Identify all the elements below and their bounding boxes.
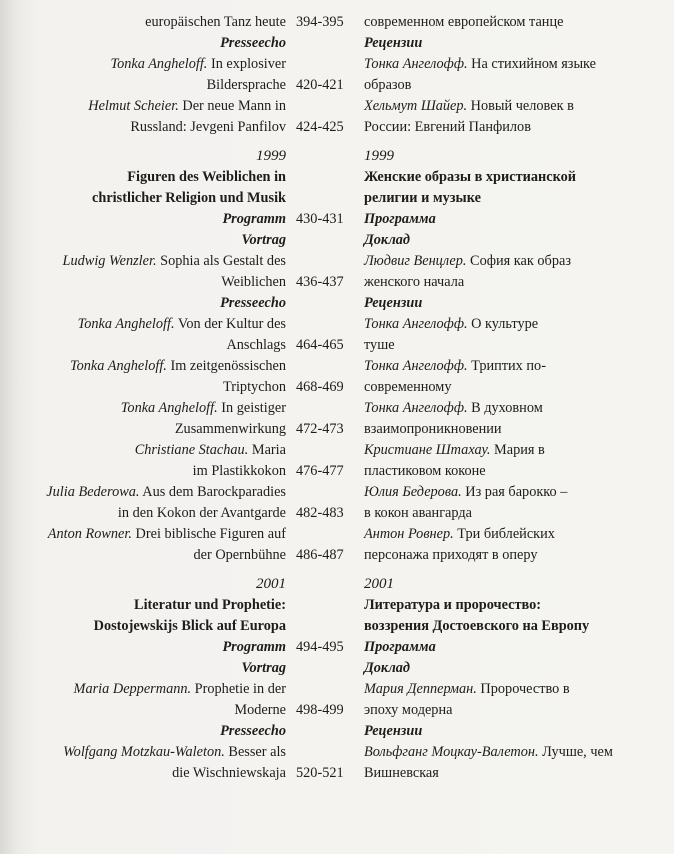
page-range <box>296 503 358 524</box>
german-text: europäischen Tanz heute <box>145 14 286 30</box>
toc-row <box>0 209 674 230</box>
russian-line <box>364 419 664 440</box>
russian-line <box>364 398 664 419</box>
german-section-heading: Programm <box>222 211 286 227</box>
russian-line <box>364 545 664 566</box>
german-line <box>0 545 286 566</box>
german-text: Anschlags <box>226 337 286 353</box>
german-title-line: christlicher Religion und Musik <box>92 190 286 206</box>
russian-text: современном европейском танце <box>364 14 564 30</box>
russian-column <box>364 209 664 230</box>
german-title-line: Figuren des Weiblichen in <box>127 169 286 185</box>
page-range <box>296 272 358 293</box>
russian-text: туше <box>364 337 395 353</box>
russian-column <box>364 167 664 209</box>
page-range <box>296 461 358 482</box>
german-line <box>0 419 286 440</box>
german-text: Sophia als Gestalt des <box>156 253 286 269</box>
german-line <box>0 700 286 721</box>
page-numbers: 494-495 <box>296 639 344 655</box>
russian-column <box>364 230 664 251</box>
german-text: Besser als <box>224 744 286 760</box>
toc-row <box>0 314 674 356</box>
russian-column <box>364 54 664 96</box>
german-line <box>0 482 286 503</box>
german-section-heading: Vortrag <box>241 660 286 676</box>
page-numbers: 486-487 <box>296 547 344 563</box>
russian-column <box>364 721 664 742</box>
table-of-contents <box>0 12 674 784</box>
russian-column <box>364 679 664 721</box>
russian-text: персонажа приходят в оперу <box>364 547 538 563</box>
russian-text: Из рая барокко – <box>461 484 568 500</box>
german-author: Tonka Angheloff. <box>110 56 208 72</box>
german-line <box>0 461 286 482</box>
russian-text: Пророчество в <box>476 681 570 697</box>
german-text: Moderne <box>234 702 286 718</box>
german-text: In geistiger <box>217 400 286 416</box>
german-column <box>0 54 286 96</box>
german-author: Christiane Stachau. <box>134 442 249 458</box>
german-column <box>0 679 286 721</box>
german-column <box>0 482 286 524</box>
toc-row <box>0 33 674 54</box>
russian-line <box>364 742 664 763</box>
german-text: Zusammenwirkung <box>174 421 286 437</box>
toc-row <box>0 574 674 595</box>
german-author: Ludwig Wenzler. <box>62 253 157 269</box>
russian-title-line: воззрения Достоевского на Европу <box>364 618 590 634</box>
german-line <box>0 356 286 377</box>
german-line <box>0 398 286 419</box>
russian-author: Тонка Ангелофф. <box>364 316 468 332</box>
german-line <box>0 54 286 75</box>
russian-text: О культуре <box>467 316 539 332</box>
russian-author: Мария Депперман. <box>364 681 477 697</box>
russian-column <box>364 251 664 293</box>
toc-row <box>0 54 674 96</box>
german-column <box>0 314 286 356</box>
toc-row <box>0 293 674 314</box>
russian-section-heading: Рецензии <box>364 35 423 51</box>
german-text: Im zeitgenössischen <box>166 358 286 374</box>
russian-line <box>364 12 664 33</box>
german-column <box>0 637 286 658</box>
toc-row <box>0 440 674 482</box>
russian-line <box>364 440 664 461</box>
german-column <box>0 251 286 293</box>
russian-line <box>364 461 664 482</box>
russian-column <box>364 314 664 356</box>
german-author: Wolfgang Motzkau-Waleton. <box>63 744 225 760</box>
russian-column <box>364 146 664 167</box>
toc-row <box>0 482 674 524</box>
russian-line <box>364 314 664 335</box>
german-column <box>0 209 286 230</box>
russian-column <box>364 96 664 138</box>
page-range <box>296 335 358 356</box>
russian-text: София как образ <box>466 253 571 269</box>
toc-row <box>0 356 674 398</box>
page-range <box>296 117 358 138</box>
toc-row <box>0 398 674 440</box>
german-text: im Plastikkokon <box>192 463 286 479</box>
german-line <box>0 524 286 545</box>
german-text: Triptychon <box>222 379 286 395</box>
russian-text: взаимопроникновении <box>364 421 502 437</box>
russian-title-line: Женские образы в христианской <box>364 169 577 185</box>
german-text: Der neue Mann in <box>178 98 286 114</box>
german-section-heading: Presseecho <box>220 35 286 51</box>
page-range <box>296 12 358 33</box>
russian-author: Юлия Бедерова. <box>364 484 462 500</box>
russian-text: Три библейских <box>453 526 555 542</box>
russian-line <box>364 482 664 503</box>
russian-text: В духовном <box>467 400 543 416</box>
german-text: Aus dem Barockparadies <box>139 484 286 500</box>
toc-row <box>0 679 674 721</box>
german-line <box>0 12 286 33</box>
german-column <box>0 146 286 167</box>
page-numbers: 464-465 <box>296 337 344 353</box>
russian-column <box>364 12 664 33</box>
russian-text: пластиковом коконе <box>364 463 486 479</box>
german-line <box>0 440 286 461</box>
russian-column <box>364 658 664 679</box>
german-column <box>0 12 286 33</box>
russian-section-heading: Рецензии <box>364 723 423 739</box>
german-author: Tonka Angheloff. <box>69 358 167 374</box>
page-numbers: 420-421 <box>296 77 344 93</box>
german-author: Tonka Angheloff. <box>120 400 218 416</box>
german-text: die Wischniewskaja <box>172 765 286 781</box>
german-author: Maria Deppermann. <box>73 681 192 697</box>
russian-text: Новый человек в <box>467 98 574 114</box>
german-column <box>0 356 286 398</box>
russian-text: эпоху модерна <box>364 702 453 718</box>
german-text: Russland: Jevgeni Panfilov <box>130 119 286 135</box>
russian-text: России: Евгений Панфилов <box>364 119 531 135</box>
russian-text: образов <box>364 77 412 93</box>
russian-line <box>364 117 664 138</box>
toc-row <box>0 12 674 33</box>
page-range <box>296 763 358 784</box>
german-column <box>0 658 286 679</box>
russian-line <box>364 377 664 398</box>
page-numbers: 394-395 <box>296 14 344 30</box>
german-line <box>0 742 286 763</box>
page-numbers: 472-473 <box>296 421 344 437</box>
german-text: In explosiver <box>207 56 286 72</box>
russian-author: Хельмут Шайер. <box>364 98 468 114</box>
page-numbers: 476-477 <box>296 463 344 479</box>
russian-text: Вишневская <box>364 765 439 781</box>
german-text: Maria <box>248 442 286 458</box>
german-text: Bildersprache <box>206 77 286 93</box>
russian-author: Тонка Ангелофф. <box>364 358 468 374</box>
page-range <box>296 419 358 440</box>
page-range <box>296 209 358 230</box>
page-range <box>296 700 358 721</box>
russian-section-heading: Доклад <box>364 660 411 676</box>
german-line <box>0 503 286 524</box>
german-title-line: Dostojewskijs Blick auf Europa <box>93 618 286 634</box>
toc-row <box>0 230 674 251</box>
russian-section-heading: Доклад <box>364 232 411 248</box>
russian-text: Мария в <box>490 442 545 458</box>
page-range <box>296 637 358 658</box>
russian-section-heading: Рецензии <box>364 295 423 311</box>
german-text: in den Kokon der Avantgarde <box>117 505 286 521</box>
toc-row <box>0 595 674 637</box>
german-text: der Opernbühne <box>193 547 286 563</box>
german-author: Julia Bederowa. <box>46 484 140 500</box>
russian-column <box>364 524 664 566</box>
page-numbers: 498-499 <box>296 702 344 718</box>
german-column <box>0 293 286 314</box>
toc-row <box>0 146 674 167</box>
german-column <box>0 721 286 742</box>
toc-row <box>0 742 674 784</box>
german-section-heading: Vortrag <box>241 232 286 248</box>
russian-column <box>364 293 664 314</box>
russian-column <box>364 398 664 440</box>
russian-line <box>364 524 664 545</box>
german-column <box>0 440 286 482</box>
german-line <box>0 763 286 784</box>
page-range <box>296 75 358 96</box>
german-line <box>0 335 286 356</box>
russian-section-heading: Программа <box>364 211 436 227</box>
german-section-heading: Programm <box>222 639 286 655</box>
toc-row <box>0 96 674 138</box>
russian-line <box>364 75 664 96</box>
russian-line <box>364 96 664 117</box>
russian-text: Триптих по- <box>467 358 546 374</box>
russian-column <box>364 595 664 637</box>
german-column <box>0 524 286 566</box>
russian-column <box>364 637 664 658</box>
page-range <box>296 377 358 398</box>
russian-author: Вольфганг Моцкау-Валетон. <box>364 744 539 760</box>
german-line <box>0 117 286 138</box>
german-author: Anton Rowner. <box>47 526 132 542</box>
toc-row <box>0 658 674 679</box>
german-author: Helmut Scheier. <box>88 98 179 114</box>
german-line <box>0 272 286 293</box>
russian-title-line: Литература и пророчество: <box>364 597 542 613</box>
german-line <box>0 96 286 117</box>
toc-row <box>0 167 674 209</box>
german-text: Weiblichen <box>221 274 286 290</box>
german-text: Von der Kultur des <box>174 316 286 332</box>
russian-title-line: религии и музыке <box>364 190 481 206</box>
russian-line <box>364 251 664 272</box>
german-column <box>0 230 286 251</box>
russian-line <box>364 54 664 75</box>
russian-author: Тонка Ангелофф. <box>364 400 468 416</box>
russian-author: Тонка Ангелофф. <box>364 56 468 72</box>
russian-line <box>364 503 664 524</box>
russian-author: Кристиане Штахау. <box>364 442 491 458</box>
page-numbers: 468-469 <box>296 379 344 395</box>
toc-row <box>0 721 674 742</box>
russian-section-heading: Программа <box>364 639 436 655</box>
german-line <box>0 251 286 272</box>
german-column <box>0 96 286 138</box>
german-text: Prophetie in der <box>191 681 286 697</box>
page-numbers: 436-437 <box>296 274 344 290</box>
german-year: 1999 <box>256 148 286 164</box>
russian-text: Лучше, чем <box>538 744 613 760</box>
german-column <box>0 167 286 209</box>
german-column <box>0 33 286 54</box>
russian-year: 1999 <box>364 148 394 164</box>
russian-line <box>364 272 664 293</box>
german-column <box>0 574 286 595</box>
page-numbers: 520-521 <box>296 765 344 781</box>
russian-column <box>364 33 664 54</box>
german-section-heading: Presseecho <box>220 723 286 739</box>
russian-text: в кокон авангарда <box>364 505 472 521</box>
german-title-line: Literatur und Prophetie: <box>134 597 286 613</box>
german-line <box>0 314 286 335</box>
russian-year: 2001 <box>364 576 394 592</box>
russian-text: На стихийном языке <box>467 56 596 72</box>
russian-text: женского начала <box>364 274 465 290</box>
russian-column <box>364 356 664 398</box>
page-numbers: 430-431 <box>296 211 344 227</box>
german-author: Tonka Angheloff. <box>77 316 175 332</box>
russian-column <box>364 742 664 784</box>
russian-column <box>364 482 664 524</box>
russian-line <box>364 356 664 377</box>
page-range <box>296 545 358 566</box>
russian-line <box>364 335 664 356</box>
german-line <box>0 679 286 700</box>
german-line <box>0 75 286 96</box>
russian-column <box>364 440 664 482</box>
russian-column <box>364 574 664 595</box>
german-section-heading: Presseecho <box>220 295 286 311</box>
german-column <box>0 742 286 784</box>
page-numbers: 482-483 <box>296 505 344 521</box>
toc-row <box>0 637 674 658</box>
russian-author: Людвиг Венцлер. <box>364 253 467 269</box>
german-text: Drei biblische Figuren auf <box>131 526 286 542</box>
german-year: 2001 <box>256 576 286 592</box>
german-column <box>0 595 286 637</box>
russian-line <box>364 763 664 784</box>
russian-text: современному <box>364 379 452 395</box>
toc-row <box>0 524 674 566</box>
german-column <box>0 398 286 440</box>
toc-row <box>0 251 674 293</box>
russian-author: Антон Ровнер. <box>364 526 454 542</box>
russian-line <box>364 700 664 721</box>
page-numbers: 424-425 <box>296 119 344 135</box>
german-line <box>0 377 286 398</box>
russian-line <box>364 679 664 700</box>
